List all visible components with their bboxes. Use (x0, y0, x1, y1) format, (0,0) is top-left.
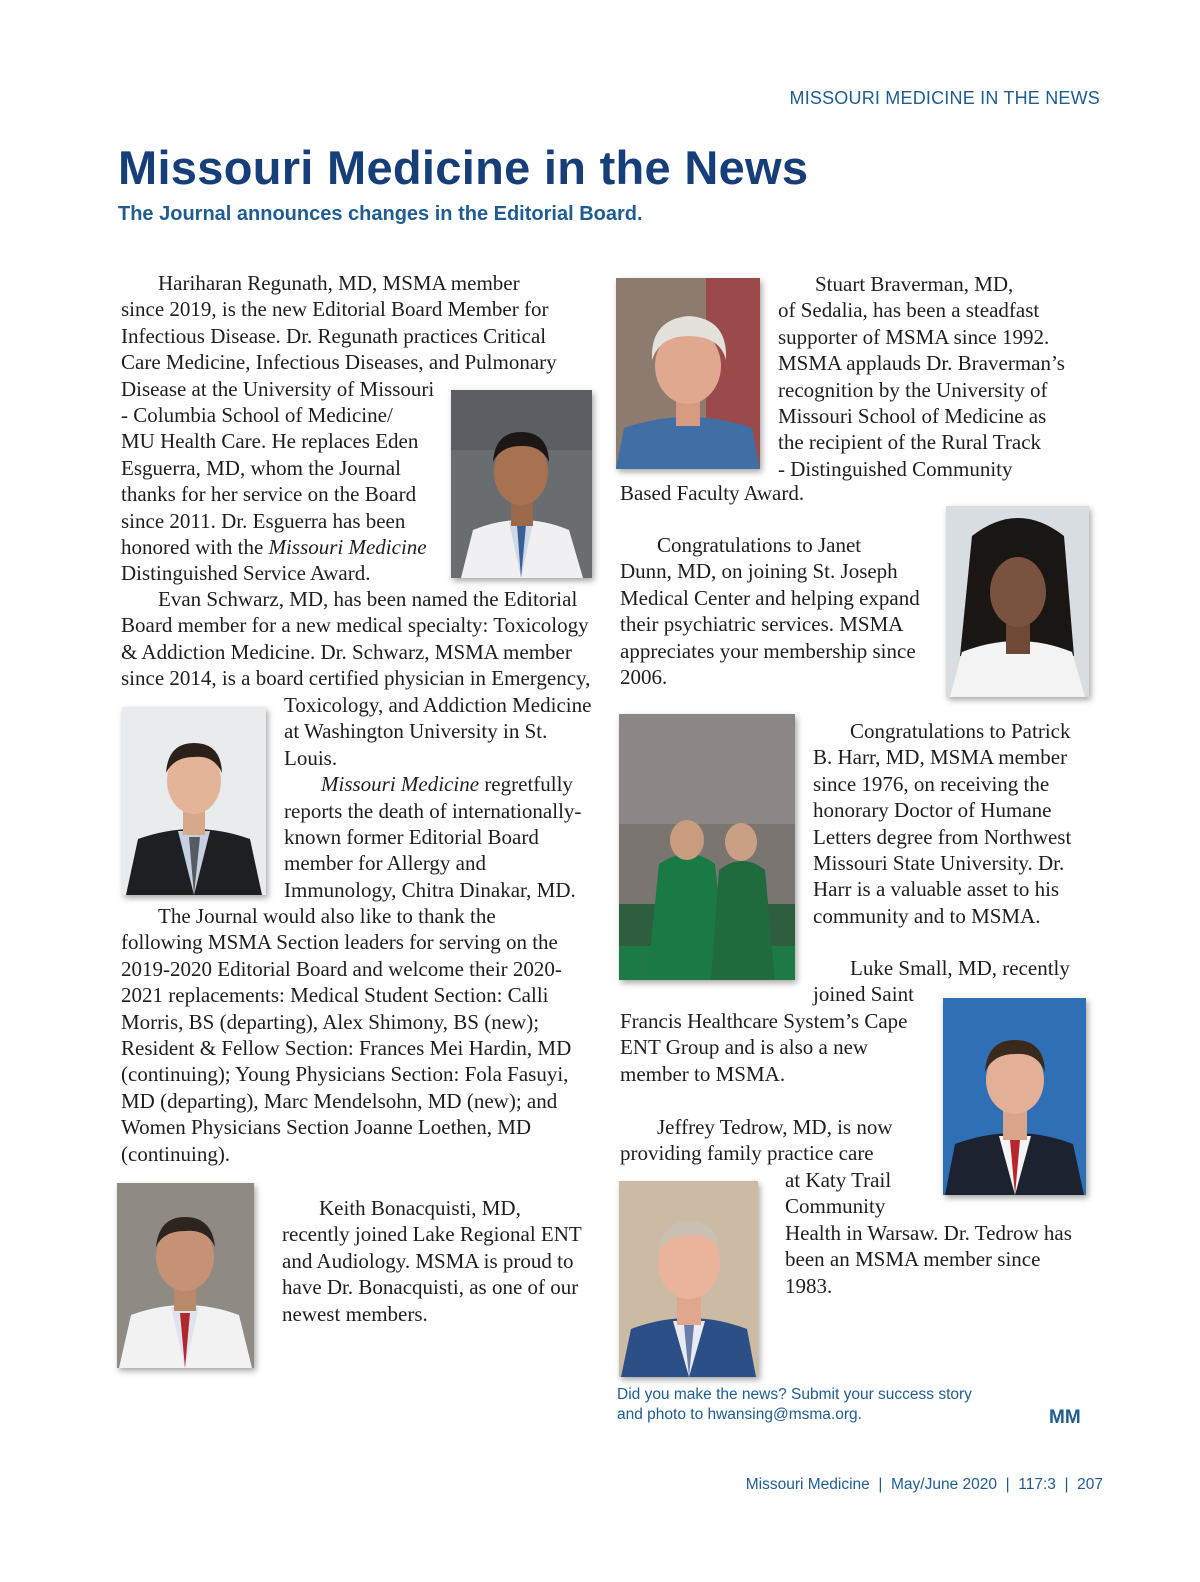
text-line: member to MSMA. (620, 1061, 786, 1086)
text-line: (continuing); Young Physicians Section: Fola Fasuyi, (121, 1062, 569, 1087)
running-head: MISSOURI MEDICINE IN THE NEWS (789, 88, 1100, 108)
text-line: thanks for her service on the Board (121, 482, 417, 507)
text-line: joined Saint (813, 982, 914, 1007)
text-line: Health in Warsaw. Dr. Tedrow has (785, 1220, 1072, 1245)
small-paragraph-bottom (620, 1008, 908, 1087)
text-line: - Columbia School of Medicine/ (121, 403, 393, 428)
text-line: Esguerra, MD, whom the Journal (121, 455, 401, 480)
submit-news-note: Did you make the news? Submit your success story and photo to hwansing@msma.org. (617, 1386, 972, 1423)
regunath-photo (451, 390, 592, 578)
page-footer: Missouri Medicine | May/June 2020 | 117:3 | 207 (745, 1476, 1103, 1493)
text-line: Distinguished Service Award. (121, 561, 371, 586)
text-line: 2019-2020 Editorial Board and welcome their 2020- (121, 956, 562, 981)
text-line: Resident & Fellow Section: Frances Mei Hardin, MD (121, 1036, 572, 1061)
text-line (284, 771, 591, 797)
text-line: community and to MSMA. (813, 903, 1041, 928)
schwarz-dinakar-paragraph (284, 692, 591, 903)
text-line: Jeffrey Tedrow, MD, is now (657, 1115, 893, 1139)
text-line: MSMA applauds Dr. Braverman’s (778, 351, 1065, 376)
section-leaders-paragraph (121, 903, 571, 1167)
text-line: Evan Schwarz, MD, has been named the Editorial (158, 587, 578, 611)
text-line: 1983. (785, 1273, 833, 1298)
text-line: recently joined Lake Regional ENT (282, 1222, 582, 1247)
text-line: 2021 replacements: Medical Student Section: Calli (121, 983, 549, 1008)
text-line: Letters degree from Northwest (813, 824, 1072, 849)
text-run: regretfully (479, 772, 573, 797)
text-line: their psychiatric services. MSMA (620, 612, 904, 637)
bonacquisti-photo (117, 1183, 254, 1368)
text-line: Francis Healthcare System’s Cape (620, 1009, 908, 1033)
dunn-photo (946, 506, 1089, 697)
harr-paragraph (813, 718, 1071, 929)
text-line: since 1976, on receiving the (813, 771, 1050, 796)
text-line: Hariharan Regunath, MD, MSMA member (158, 271, 520, 295)
text-line: - Distinguished Community (778, 456, 1013, 481)
text-line: Infectious Disease. Dr. Regunath practices Critical (121, 323, 547, 348)
text-line: B. Harr, MD, MSMA member (813, 745, 1068, 770)
tedrow-photo (619, 1181, 758, 1377)
text-line: known former Editorial Board (284, 825, 539, 850)
bonacquisti-paragraph (282, 1195, 582, 1327)
text-line: Stuart Braverman, MD, (815, 272, 1014, 296)
text-line: newest members. (282, 1301, 428, 1326)
text-line: Board member for a new medical specialty: Toxicology (121, 613, 589, 638)
text-line: (continuing). (121, 1141, 231, 1166)
text-line: honorary Doctor of Humane (813, 798, 1052, 823)
text-line: Louis. (284, 745, 338, 770)
text-line: Missouri State University. Dr. (813, 851, 1065, 876)
text-line: appreciates your membership since (620, 638, 916, 663)
text-line: Congratulations to Janet (657, 533, 862, 557)
text-line: supporter of MSMA since 1992. (778, 324, 1050, 349)
harr-photo (619, 714, 795, 980)
text-line: Keith Bonacquisti, MD, (319, 1196, 521, 1220)
text-line: since 2011. Dr. Esguerra has been (121, 508, 406, 533)
text-line: Care Medicine, Infectious Diseases, and Pulmonary (121, 350, 557, 375)
text-line: Immunology, Chitra Dinakar, MD. (284, 877, 576, 902)
text-line: Harr is a valuable asset to his (813, 877, 1060, 902)
text-line: and Audiology. MSMA is proud to (282, 1248, 574, 1273)
text-line: & Addiction Medicine. Dr. Schwarz, MSMA member (121, 639, 572, 664)
braverman-paragraph (778, 271, 1065, 482)
text-line: of Sedalia, has been a steadfast (778, 298, 1040, 323)
text-line: member for Allergy and (284, 851, 486, 876)
text-line: at Katy Trail (785, 1168, 892, 1192)
schwarz-paragraph (121, 586, 590, 692)
text-line: following MSMA Section leaders for serving on the (121, 930, 558, 955)
text-line: recognition by the University of (778, 377, 1048, 402)
text-line: MD (departing), Marc Mendelsohn, MD (new); and (121, 1088, 558, 1113)
text-line: Missouri School of Medicine as (778, 404, 1047, 429)
text-line: since 2014, is a board certified physician in Emergency, (121, 666, 591, 691)
text-line: Morris, BS (departing), Alex Shimony, BS (new); (121, 1009, 540, 1034)
text-line: MU Health Care. He replaces Eden (121, 429, 419, 454)
tedrow-paragraph-bottom (785, 1167, 1072, 1299)
text-line: Congratulations to Patrick (850, 719, 1071, 743)
text-line: the recipient of the Rural Track (778, 430, 1042, 455)
text-line: The Journal would also like to thank the (158, 904, 496, 928)
text-run: honored with the (121, 535, 269, 560)
tedrow-paragraph-top (620, 1114, 893, 1167)
text-line: Women Physicians Section Joanne Loethen, MD (121, 1115, 532, 1140)
schwarz-photo (122, 707, 266, 895)
text-line: Disease at the University of Missouri (121, 376, 435, 401)
braverman-photo (616, 278, 760, 469)
text-line: have Dr. Bonacquisti, as one of our (282, 1275, 579, 1300)
text-line: providing family practice care (620, 1141, 874, 1166)
text-line: at Washington University in St. (284, 719, 548, 744)
text-line: Community (785, 1194, 886, 1219)
text-line: Luke Small, MD, recently (850, 956, 1070, 980)
page-title: Missouri Medicine in the News (118, 141, 809, 194)
text-line: since 2019, is the new Editorial Board Member for (121, 297, 549, 322)
small-photo (943, 998, 1086, 1195)
text-line: been an MSMA member since (785, 1247, 1041, 1272)
text-line: 2006. (620, 665, 668, 690)
end-mark: MM (1049, 1407, 1081, 1428)
text-line: Based Faculty Award. (620, 481, 805, 505)
page-subtitle: The Journal announces changes in the Editorial Board. (118, 203, 643, 225)
dunn-paragraph (620, 532, 920, 690)
text-line: Toxicology, and Addiction Medicine (284, 693, 592, 717)
text-line: reports the death of internationally- (284, 798, 582, 823)
text-line: Medical Center and helping expand (620, 585, 920, 610)
text-line: Dunn, MD, on joining St. Joseph (620, 559, 898, 584)
journal-name-italic: Missouri Medicine (268, 535, 427, 560)
text-line: ENT Group and is also a new (620, 1035, 869, 1060)
journal-name-italic: Missouri Medicine (321, 772, 480, 797)
